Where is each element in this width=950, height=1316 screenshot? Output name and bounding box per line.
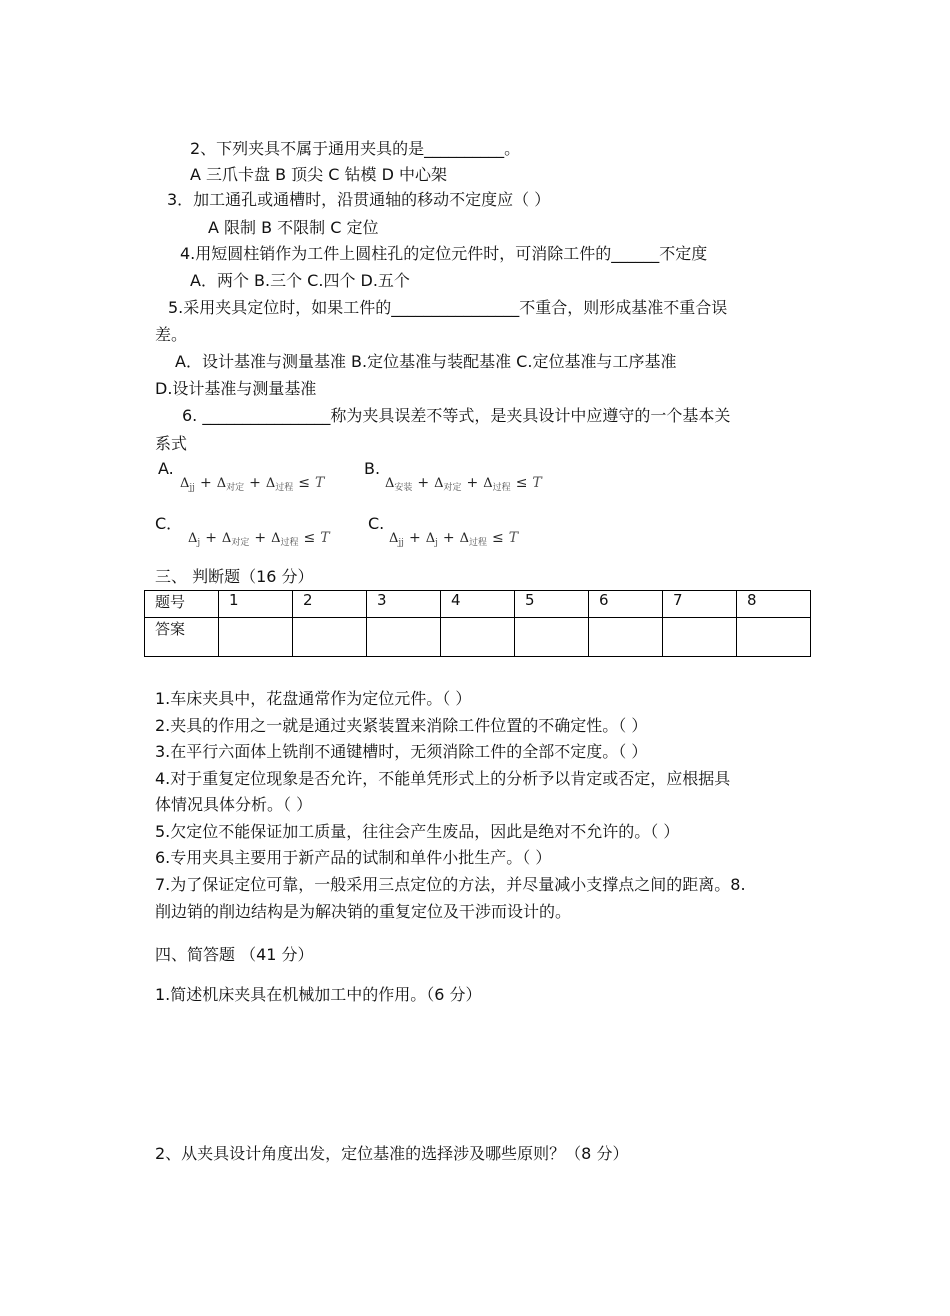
tf-item-6: 6.专用夹具主要用于新产品的试制和单件小批生产。（ ）	[155, 848, 552, 867]
table-row	[145, 591, 811, 618]
tf-item-4: 4.对于重复定位现象是否允许，不能单凭形式上的分析予以肯定或否定，应根据具	[155, 769, 731, 788]
table-number: 7	[663, 591, 737, 618]
question-5: 5.采用夹具定位时，如果工件的________________不重合，则形成基准不重合误	[168, 298, 728, 317]
short-answer-heading: 四、简答题 （41 分）	[155, 945, 314, 964]
tf-item-3: 3.在平行六面体上铣削不通键槽时，无须消除工件的全部不定度。（ ）	[155, 742, 648, 761]
table-number: 4	[441, 591, 515, 618]
question-3: 3．加工通孔或通槽时，沿贯通轴的移动不定度应（ ）	[167, 190, 551, 209]
tf-item-4-continued: 体情况具体分析。（ ）	[155, 795, 313, 814]
option-c-label: C．	[155, 514, 183, 533]
answer-cell[interactable]	[589, 618, 663, 657]
answer-cell[interactable]	[737, 618, 811, 657]
question-2: 2、下列夹具不属于通用夹具的是__________。	[190, 139, 521, 158]
answer-table	[144, 590, 811, 657]
table-number: 6	[589, 591, 663, 618]
table-number: 8	[737, 591, 811, 618]
option-a-label: A.	[158, 459, 174, 478]
question-4: 4.用短圆柱销作为工件上圆柱孔的定位元件时，可消除工件的______不定度	[180, 244, 708, 263]
answer-cell[interactable]	[293, 618, 367, 657]
answer-cell[interactable]	[367, 618, 441, 657]
question-5-continued: 差。	[155, 325, 188, 344]
question-3-options: A 限制 B 不限制 C 定位	[208, 218, 379, 237]
short-answer-q1: 1.简述机床夹具在机械加工中的作用。（6 分）	[155, 985, 482, 1004]
table-number: 5	[515, 591, 589, 618]
tf-item-2: 2.夹具的作用之一就是通过夹紧装置来消除工件位置的不确定性。（ ）	[155, 716, 648, 735]
question-6-continued: 系式	[155, 434, 188, 453]
option-d-formula: $\Delta_{jj} + \Delta_j + \Delta_{过程} \le T$	[389, 530, 519, 548]
true-false-heading: 三、 判断题（16 分）	[155, 567, 314, 586]
table-number: 2	[293, 591, 367, 618]
answer-cell[interactable]	[441, 618, 515, 657]
table-row	[145, 618, 811, 657]
answer-cell[interactable]	[663, 618, 737, 657]
question-5-options: A．设计基准与测量基准 B.定位基准与装配基准 C.定位基准与工序基准	[175, 352, 677, 371]
question-4-options: A．两个 B.三个 C.四个 D.五个	[190, 271, 410, 290]
table-answer-label: 答案	[145, 618, 219, 657]
question-6: 6. ________________称为夹具误差不等式，是夹具设计中应遵守的一个基本关	[182, 406, 731, 425]
option-d-label: C.	[368, 514, 385, 533]
tf-item-7: 7.为了保证定位可靠，一般采用三点定位的方法，并尽量减小支撑点之间的距离。8.	[155, 875, 746, 894]
table-number: 1	[219, 591, 293, 618]
answer-cell[interactable]	[219, 618, 293, 657]
table-number: 3	[367, 591, 441, 618]
tf-item-1: 1.车床夹具中，花盘通常作为定位元件。（ ）	[155, 689, 472, 708]
option-c-formula: $\Delta_j + \Delta_{对定} + \Delta_{过程} \le T$	[188, 530, 330, 548]
question-5-options-continued: D.设计基准与测量基准	[155, 379, 317, 398]
answer-cell[interactable]	[515, 618, 589, 657]
question-2-options: A 三爪卡盘 B 顶尖 C 钻模 D 中心架	[190, 165, 448, 184]
option-a-formula: $\Delta_{jj} + \Delta_{对定} + \Delta_{过程} \le T$	[180, 475, 325, 493]
option-b-formula: $\Delta_{安装} + \Delta_{对定} + \Delta_{过程} \le T$	[385, 475, 542, 493]
tf-item-5: 5.欠定位不能保证加工质量，往往会产生废品，因此是绝对不允许的。（ ）	[155, 822, 680, 841]
option-b-label: B.	[364, 459, 381, 478]
tf-item-8: 削边销的削边结构是为解决销的重复定位及干涉而设计的。	[155, 902, 572, 921]
short-answer-q2: 2、从夹具设计角度出发，定位基准的选择涉及哪些原则？（8 分）	[155, 1144, 629, 1163]
table-header-label: 题号	[145, 591, 219, 618]
